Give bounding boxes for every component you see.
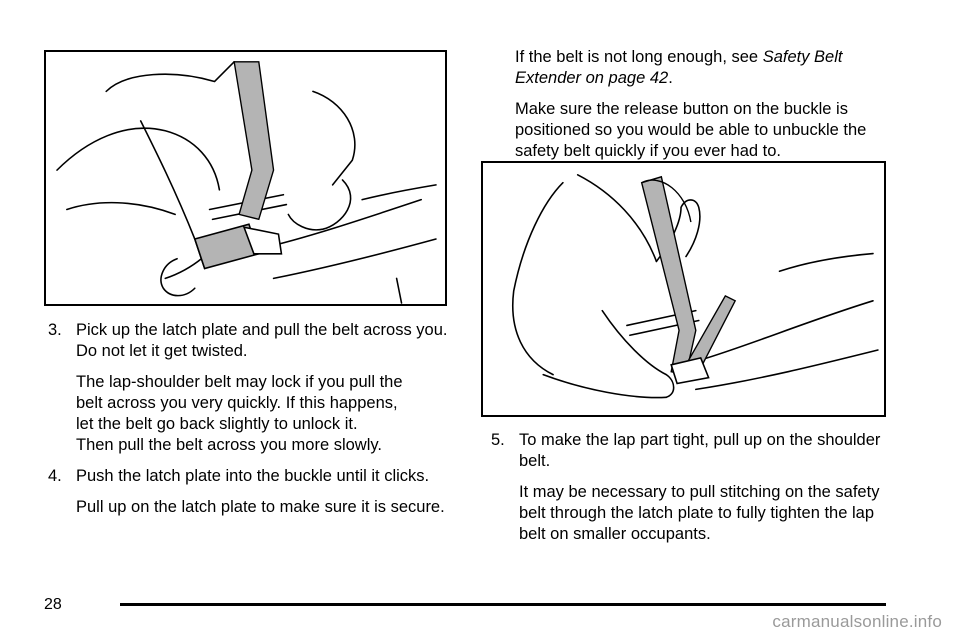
belt-lock-line: Then pull the belt across you more slowly. — [76, 436, 382, 454]
illustration-latch-insert — [44, 50, 447, 306]
release-button-paragraph: Make sure the release button on the buckle is positioned so you would be able to unbuckle the safety belt quickly if you ever had to. — [515, 100, 867, 160]
tighten-belt-drawing — [483, 163, 884, 415]
step-4-text: Push the latch plate into the buckle until it clicks. — [76, 467, 430, 485]
stitching-paragraph: It may be necessary to pull stitching on the safety belt through the latch plate to fully tighten the lap belt on smaller occupants. — [519, 483, 880, 543]
extender-suffix: . — [668, 69, 673, 87]
belt-lock-line: let the belt go back slightly to unlock it. — [76, 415, 358, 433]
illustration-tighten-lap-belt — [481, 161, 886, 417]
extender-paragraph — [515, 47, 891, 89]
page-number: 28 — [44, 596, 62, 613]
right-text-column-top — [491, 47, 891, 172]
extender-reference-link[interactable]: Safety Belt Extender on page 42 — [515, 48, 843, 87]
step-3-text: Pick up the latch plate and pull the belt across you. Do not let it get twisted. — [76, 321, 448, 360]
step-4 — [48, 466, 448, 487]
footer-rule — [120, 603, 886, 606]
belt-lock-line: belt across you very quickly. If this happens, — [76, 394, 398, 412]
extender-prefix: If the belt is not long enough, see — [515, 48, 763, 66]
left-text-column — [48, 320, 448, 528]
step-5 — [491, 430, 891, 472]
belt-lock-line: The lap-shoulder belt may lock if you pull the — [76, 373, 403, 391]
belt-lock-paragraph — [76, 372, 448, 456]
step-5-number: 5. — [491, 431, 505, 449]
latch-insert-drawing — [46, 52, 445, 304]
step-5-text: To make the lap part tight, pull up on the shoulder belt. — [519, 431, 881, 470]
secure-check-paragraph: Pull up on the latch plate to make sure it is secure. — [76, 498, 445, 516]
right-text-column-bottom — [491, 430, 891, 555]
step-4-number: 4. — [48, 467, 62, 485]
step-3 — [48, 320, 448, 362]
watermark: carmanualsonline.info — [772, 612, 942, 631]
step-3-number: 3. — [48, 321, 62, 339]
